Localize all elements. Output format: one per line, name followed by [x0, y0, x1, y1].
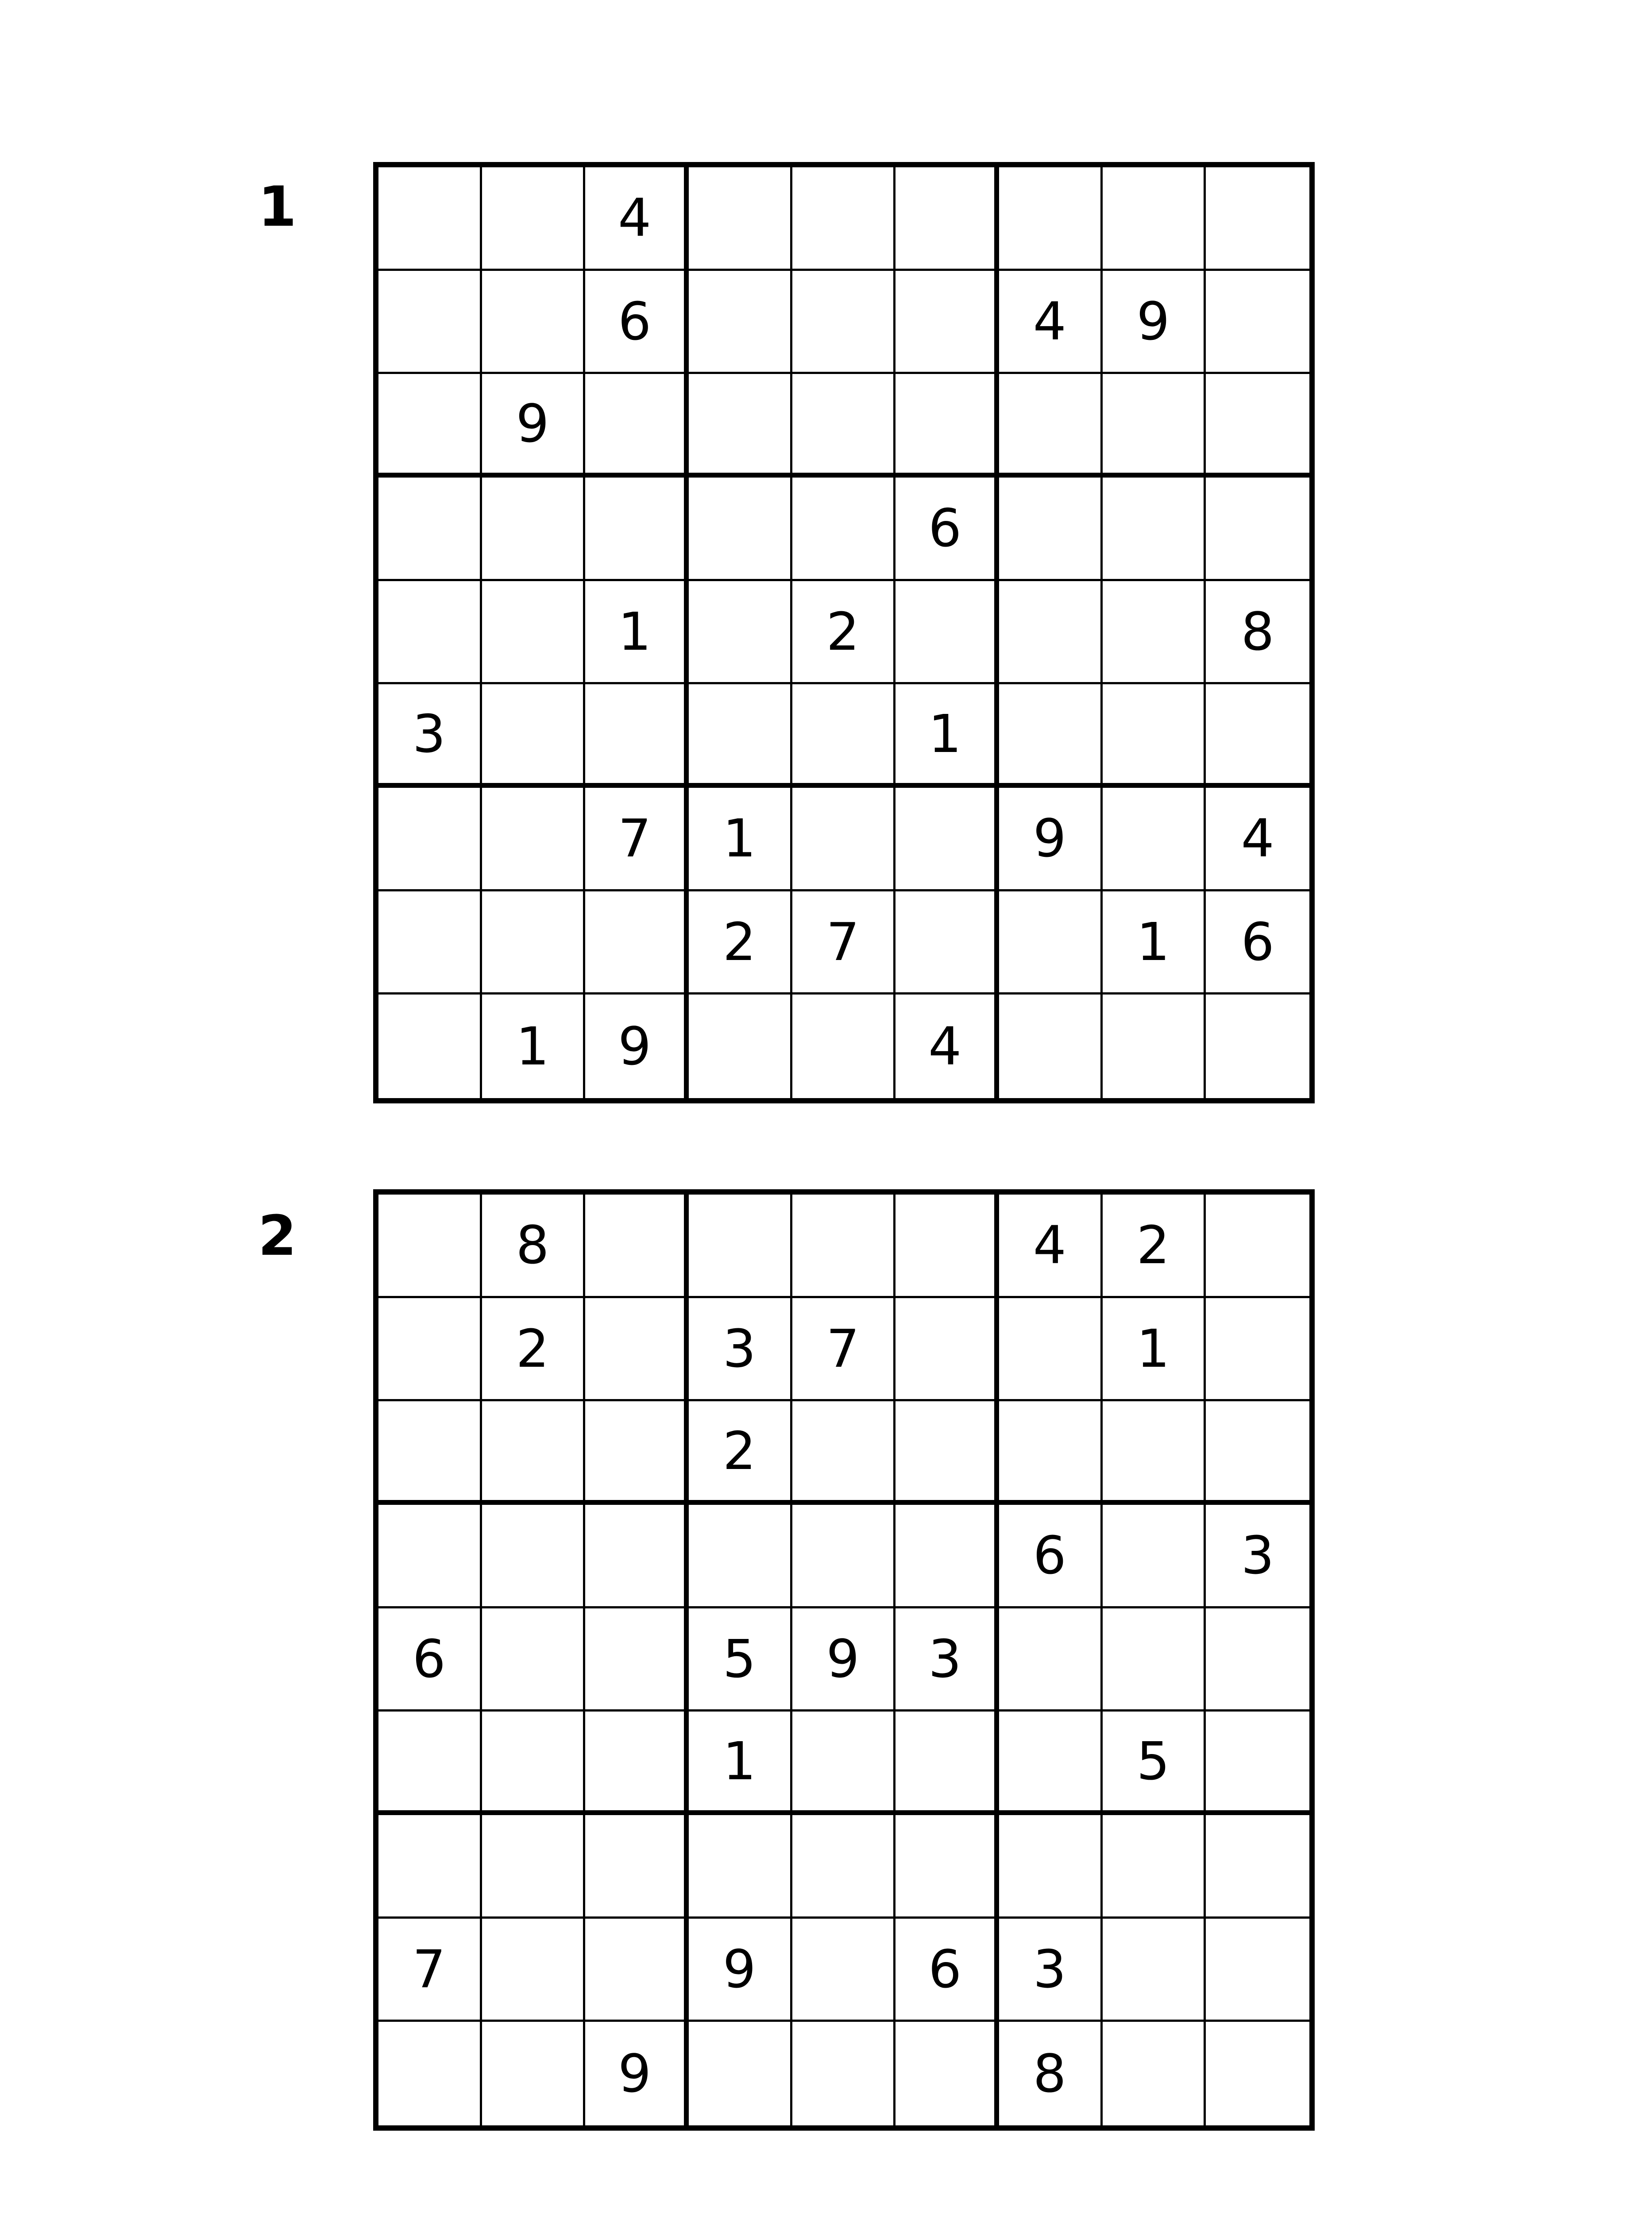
sudoku-cell-r2-c2[interactable]: 2 — [482, 1298, 586, 1402]
sudoku-cell-r1-c2[interactable]: 8 — [482, 1195, 586, 1298]
sudoku-cell-r3-c2[interactable]: 9 — [482, 374, 586, 478]
sudoku-cell-r7-c9[interactable] — [1206, 1815, 1309, 1919]
sudoku-cell-r1-c9[interactable] — [1206, 1195, 1309, 1298]
sudoku-cell-r2-c9[interactable] — [1206, 271, 1309, 374]
sudoku-cell-r9-c3[interactable]: 9 — [585, 995, 689, 1098]
sudoku-cell-r4-c8[interactable] — [1103, 478, 1206, 581]
puzzle-2-grid — [373, 1189, 1315, 2131]
sudoku-cell-r9-c6[interactable]: 4 — [895, 995, 999, 1098]
sudoku-cell-r9-c7[interactable]: 8 — [999, 2022, 1103, 2125]
sudoku-cell-r1-c7[interactable]: 4 — [999, 1195, 1103, 1298]
sudoku-cell-r2-c8[interactable]: 9 — [1103, 271, 1206, 374]
sudoku-cell-r4-c1[interactable] — [378, 478, 482, 581]
sudoku-cell-r6-c9[interactable] — [1206, 1712, 1309, 1815]
sudoku-cell-r4-c9[interactable]: 3 — [1206, 1505, 1309, 1608]
sudoku-cell-r5-c4[interactable]: 5 — [689, 1608, 792, 1712]
sudoku-cell-r5-c5[interactable]: 2 — [792, 581, 896, 685]
sudoku-cell-r6-c2[interactable] — [482, 684, 586, 788]
sudoku-cell-r7-c2[interactable] — [482, 1815, 586, 1919]
sudoku-cell-r5-c6[interactable]: 3 — [895, 1608, 999, 1712]
sudoku-cell-r1-c3[interactable] — [585, 1195, 689, 1298]
sudoku-cell-r2-c5[interactable] — [792, 271, 896, 374]
sudoku-cell-r8-c5[interactable] — [792, 1919, 896, 2022]
sudoku-cell-r6-c4[interactable]: 1 — [689, 1712, 792, 1815]
sudoku-cell-r5-c2[interactable] — [482, 1608, 586, 1712]
sudoku-cell-r6-c3[interactable] — [585, 1712, 689, 1815]
sudoku-cell-r5-c8[interactable] — [1103, 581, 1206, 685]
sudoku-cell-r3-c9[interactable] — [1206, 374, 1309, 478]
sudoku-cell-r6-c5[interactable] — [792, 1712, 896, 1815]
sudoku-cell-r9-c8[interactable] — [1103, 995, 1206, 1098]
sudoku-cell-r9-c2[interactable]: 1 — [482, 995, 586, 1098]
sudoku-cell-r1-c6[interactable] — [895, 167, 999, 271]
sudoku-cell-r8-c4[interactable]: 9 — [689, 1919, 792, 2022]
sudoku-cell-r8-c3[interactable] — [585, 891, 689, 995]
sudoku-cell-r1-c5[interactable] — [792, 1195, 896, 1298]
sudoku-cell-r5-c5[interactable]: 9 — [792, 1608, 896, 1712]
sudoku-cell-r1-c4[interactable] — [689, 1195, 792, 1298]
sudoku-cell-r8-c8[interactable]: 1 — [1103, 891, 1206, 995]
sudoku-cell-r8-c9[interactable] — [1206, 1919, 1309, 2022]
sudoku-cell-r9-c9[interactable] — [1206, 2022, 1309, 2125]
sudoku-cell-r3-c6[interactable] — [895, 1401, 999, 1505]
sudoku-cell-r8-c2[interactable] — [482, 891, 586, 995]
sudoku-cell-r5-c9[interactable]: 8 — [1206, 581, 1309, 685]
sudoku-cell-r9-c3[interactable]: 9 — [585, 2022, 689, 2125]
sudoku-cell-r4-c3[interactable] — [585, 1505, 689, 1608]
sudoku-cell-r1-c5[interactable] — [792, 167, 896, 271]
sudoku-cell-r8-c6[interactable] — [895, 891, 999, 995]
sudoku-cell-r5-c2[interactable] — [482, 581, 586, 685]
sudoku-cell-r2-c1[interactable] — [378, 1298, 482, 1402]
sudoku-cell-r8-c2[interactable] — [482, 1919, 586, 2022]
sudoku-cell-r2-c9[interactable] — [1206, 1298, 1309, 1402]
sudoku-cell-r1-c9[interactable] — [1206, 167, 1309, 271]
sudoku-cell-r6-c6[interactable]: 1 — [895, 684, 999, 788]
sudoku-cell-r8-c6[interactable]: 6 — [895, 1919, 999, 2022]
sudoku-cell-r2-c6[interactable] — [895, 271, 999, 374]
sudoku-cell-r7-c1[interactable] — [378, 1815, 482, 1919]
sudoku-cell-r8-c5[interactable]: 7 — [792, 891, 896, 995]
sudoku-cell-r4-c1[interactable] — [378, 1505, 482, 1608]
sudoku-cell-r5-c9[interactable] — [1206, 1608, 1309, 1712]
sudoku-cell-r3-c4[interactable]: 2 — [689, 1401, 792, 1505]
sudoku-cell-r8-c4[interactable]: 2 — [689, 891, 792, 995]
sudoku-cell-r8-c1[interactable]: 7 — [378, 1919, 482, 2022]
sudoku-cell-r8-c3[interactable] — [585, 1919, 689, 2022]
sudoku-cell-r9-c5[interactable] — [792, 2022, 896, 2125]
sudoku-cell-r2-c3[interactable] — [585, 1298, 689, 1402]
sudoku-cell-r6-c6[interactable] — [895, 1712, 999, 1815]
sudoku-cell-r2-c8[interactable]: 1 — [1103, 1298, 1206, 1402]
sudoku-cell-r5-c1[interactable] — [378, 581, 482, 685]
sudoku-cell-r7-c4[interactable]: 1 — [689, 788, 792, 891]
sudoku-cell-r1-c3[interactable]: 4 — [585, 167, 689, 271]
sudoku-cell-r6-c4[interactable] — [689, 684, 792, 788]
sudoku-cell-r6-c1[interactable]: 3 — [378, 684, 482, 788]
sudoku-cell-r5-c6[interactable] — [895, 581, 999, 685]
sudoku-cell-r4-c9[interactable] — [1206, 478, 1309, 581]
sudoku-cell-r4-c4[interactable] — [689, 1505, 792, 1608]
sudoku-cell-r3-c5[interactable] — [792, 374, 896, 478]
sudoku-cell-r4-c7[interactable] — [999, 478, 1103, 581]
sudoku-cell-r2-c3[interactable]: 6 — [585, 271, 689, 374]
sudoku-cell-r8-c1[interactable] — [378, 891, 482, 995]
sudoku-cell-r4-c8[interactable] — [1103, 1505, 1206, 1608]
sudoku-cell-r8-c9[interactable]: 6 — [1206, 891, 1309, 995]
sudoku-cell-r6-c8[interactable] — [1103, 684, 1206, 788]
sudoku-cell-r8-c7[interactable]: 3 — [999, 1919, 1103, 2022]
sudoku-cell-r4-c4[interactable] — [689, 478, 792, 581]
sudoku-cell-r6-c2[interactable] — [482, 1712, 586, 1815]
sudoku-cell-r1-c8[interactable]: 2 — [1103, 1195, 1206, 1298]
sudoku-cell-r7-c1[interactable] — [378, 788, 482, 891]
sudoku-cell-r3-c4[interactable] — [689, 374, 792, 478]
sudoku-cell-r4-c2[interactable] — [482, 1505, 586, 1608]
sudoku-cell-r7-c6[interactable] — [895, 1815, 999, 1919]
sudoku-cell-r4-c3[interactable] — [585, 478, 689, 581]
sudoku-cell-r5-c4[interactable] — [689, 581, 792, 685]
sudoku-cell-r1-c1[interactable] — [378, 167, 482, 271]
sudoku-cell-r2-c2[interactable] — [482, 271, 586, 374]
sudoku-cell-r5-c8[interactable] — [1103, 1608, 1206, 1712]
sudoku-cell-r7-c2[interactable] — [482, 788, 586, 891]
sudoku-cell-r9-c4[interactable] — [689, 995, 792, 1098]
sudoku-cell-r4-c2[interactable] — [482, 478, 586, 581]
sudoku-cell-r7-c4[interactable] — [689, 1815, 792, 1919]
sudoku-cell-r1-c6[interactable] — [895, 1195, 999, 1298]
sudoku-cell-r7-c7[interactable]: 9 — [999, 788, 1103, 891]
sudoku-cell-r7-c5[interactable] — [792, 1815, 896, 1919]
sudoku-cell-r9-c2[interactable] — [482, 2022, 586, 2125]
sudoku-cell-r6-c9[interactable] — [1206, 684, 1309, 788]
sudoku-cell-r2-c7[interactable] — [999, 1298, 1103, 1402]
sudoku-cell-r5-c7[interactable] — [999, 581, 1103, 685]
sudoku-cell-r3-c5[interactable] — [792, 1401, 896, 1505]
sudoku-cell-r6-c7[interactable] — [999, 684, 1103, 788]
sudoku-cell-r8-c8[interactable] — [1103, 1919, 1206, 2022]
sudoku-cell-r9-c8[interactable] — [1103, 2022, 1206, 2125]
sudoku-cell-r6-c3[interactable] — [585, 684, 689, 788]
sudoku-cell-r6-c8[interactable]: 5 — [1103, 1712, 1206, 1815]
sudoku-cell-r5-c3[interactable]: 1 — [585, 581, 689, 685]
sudoku-cell-r2-c4[interactable] — [689, 271, 792, 374]
sudoku-cell-r3-c1[interactable] — [378, 374, 482, 478]
sudoku-cell-r3-c8[interactable] — [1103, 1401, 1206, 1505]
sudoku-cell-r9-c4[interactable] — [689, 2022, 792, 2125]
sudoku-cell-r9-c6[interactable] — [895, 2022, 999, 2125]
sudoku-cell-r4-c5[interactable] — [792, 478, 896, 581]
sudoku-cell-r7-c5[interactable] — [792, 788, 896, 891]
sudoku-cell-r5-c3[interactable] — [585, 1608, 689, 1712]
sudoku-cell-r2-c1[interactable] — [378, 271, 482, 374]
sudoku-cell-r3-c1[interactable] — [378, 1401, 482, 1505]
sudoku-cell-r1-c7[interactable] — [999, 167, 1103, 271]
sudoku-cell-r4-c5[interactable] — [792, 1505, 896, 1608]
sudoku-cell-r3-c2[interactable] — [482, 1401, 586, 1505]
sudoku-cell-r1-c4[interactable] — [689, 167, 792, 271]
sudoku-cell-r1-c1[interactable] — [378, 1195, 482, 1298]
sudoku-cell-r5-c7[interactable] — [999, 1608, 1103, 1712]
sudoku-cell-r9-c9[interactable] — [1206, 995, 1309, 1098]
sudoku-cell-r7-c9[interactable]: 4 — [1206, 788, 1309, 891]
sudoku-cell-r3-c7[interactable] — [999, 1401, 1103, 1505]
sudoku-cell-r9-c7[interactable] — [999, 995, 1103, 1098]
puzzle-2-number: 2 — [258, 1204, 297, 1268]
sudoku-cell-r2-c7[interactable]: 4 — [999, 271, 1103, 374]
sudoku-cell-r3-c3[interactable] — [585, 374, 689, 478]
sudoku-cell-r6-c5[interactable] — [792, 684, 896, 788]
puzzle-1-grid — [373, 162, 1315, 1103]
sudoku-cell-r7-c3[interactable] — [585, 1815, 689, 1919]
sudoku-cell-r3-c9[interactable] — [1206, 1401, 1309, 1505]
sudoku-cell-r2-c5[interactable]: 7 — [792, 1298, 896, 1402]
sudoku-cell-r1-c2[interactable] — [482, 167, 586, 271]
sudoku-cell-r4-c7[interactable]: 6 — [999, 1505, 1103, 1608]
sudoku-cell-r4-c6[interactable]: 6 — [895, 478, 999, 581]
sudoku-cell-r8-c7[interactable] — [999, 891, 1103, 995]
sudoku-cell-r5-c1[interactable]: 6 — [378, 1608, 482, 1712]
sudoku-cell-r2-c6[interactable] — [895, 1298, 999, 1402]
sudoku-cell-r7-c6[interactable] — [895, 788, 999, 891]
sudoku-cell-r1-c8[interactable] — [1103, 167, 1206, 271]
sudoku-cell-r9-c5[interactable] — [792, 995, 896, 1098]
sudoku-cell-r7-c3[interactable]: 7 — [585, 788, 689, 891]
sudoku-cell-r7-c8[interactable] — [1103, 1815, 1206, 1919]
sudoku-cell-r7-c7[interactable] — [999, 1815, 1103, 1919]
sudoku-cell-r3-c8[interactable] — [1103, 374, 1206, 478]
sudoku-cell-r3-c6[interactable] — [895, 374, 999, 478]
sudoku-cell-r9-c1[interactable] — [378, 995, 482, 1098]
sudoku-cell-r7-c8[interactable] — [1103, 788, 1206, 891]
sudoku-cell-r6-c1[interactable] — [378, 1712, 482, 1815]
puzzle-1-number: 1 — [258, 175, 297, 239]
sudoku-cell-r3-c3[interactable] — [585, 1401, 689, 1505]
sudoku-cell-r4-c6[interactable] — [895, 1505, 999, 1608]
sudoku-cell-r2-c4[interactable]: 3 — [689, 1298, 792, 1402]
sudoku-cell-r9-c1[interactable] — [378, 2022, 482, 2125]
sudoku-cell-r3-c7[interactable] — [999, 374, 1103, 478]
sudoku-cell-r6-c7[interactable] — [999, 1712, 1103, 1815]
